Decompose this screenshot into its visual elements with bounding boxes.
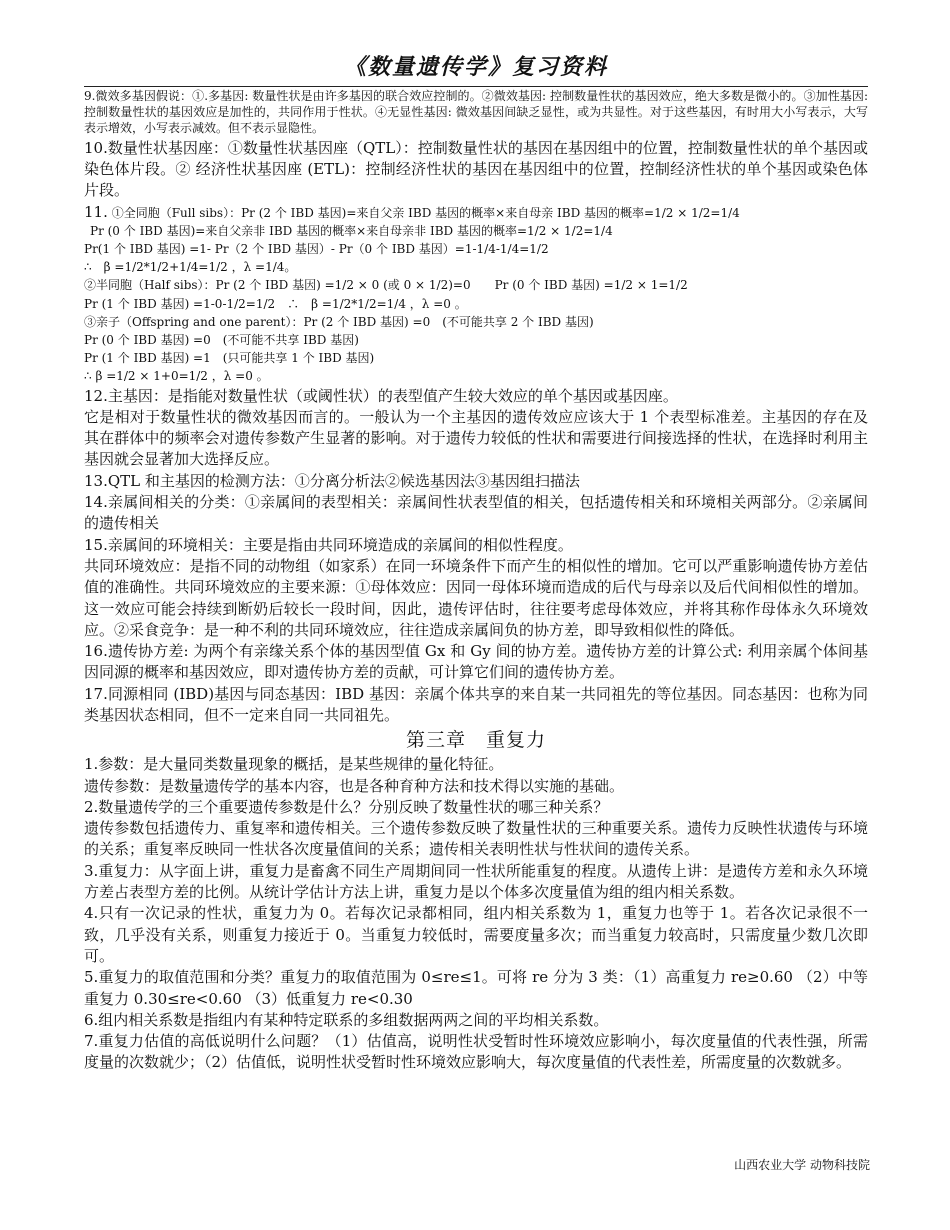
ibd-line-6: Pr (1 个 IBD 基因) =1-0-1/2=1/2 ∴ β =1/2*1/2=1/4 ，λ =0 。 <box>84 296 467 311</box>
chapter3-item-2: 2.数量遗传学的三个重要遗传参数是什么？分别反映了数量性状的哪三种关系？ <box>84 797 609 816</box>
page-footer: 山西农业大学 动物科技院 <box>734 1158 870 1172</box>
ibd-line-1 <box>84 203 868 222</box>
paragraph-12: 12.主基因：是指能对数量性状（或阈性状）的表型值产生较大效应的单个基因或基因座。 <box>84 386 678 405</box>
chapter3-item-4: 4.只有一次记录的性状，重复力为 0。若每次记录都相同，组内相关系数为 1，重复力也等于 1。若各次记录很不一致，几乎没有关系，则重复力接近于 0。当重复力较低时，需要度量多次；而当重复力较高时，只需度量少数几次即可。 <box>84 904 868 965</box>
ibd-line-2: Pr (0 个 IBD 基因)=来自父亲非 IBD 基因的概率×来自母亲非 IBD 基因的概率=1/2 × 1/2=1/4 <box>90 223 613 238</box>
ibd-line-10: ∴ β =1/2 × 1+0=1/2 ，λ =0 。 <box>84 369 269 384</box>
chapter-heading: 第三章 重复力 <box>405 729 546 752</box>
ibd-line-4: ∴ β =1/2*1/2+1/4=1/2 ，λ =1/4。 <box>84 260 297 275</box>
header-rule <box>84 86 868 87</box>
ibd-line-8: Pr (0 个 IBD 基因) =0 (不可能不共享 IBD 基因) <box>84 332 359 347</box>
paragraph-17: 17.同源相同 (IBD)基因与同态基因：IBD 基因：亲属个体共享的来自某一共同祖先的等位基因。同态基因：也称为同类基因状态相同，但不一定来自同一共同祖先。 <box>84 684 868 724</box>
paragraph-15: 15.亲属间的环境相关：主要是指由共同环境造成的亲属间的相似性程度。 <box>84 535 573 554</box>
paragraph-10: 10.数量性状基因座：①数量性状基因座（QTL）：控制数量性状的基因在基因组中的位置，控制数量性状的单个基因或染色体片段。② 经济性状基因座 (ETL)：控制经济性状的基因在基因组中的位置，控制经济性状的单个基因或染色体片段。 <box>84 138 868 200</box>
chapter3-item-5: 5.重复力的取值范围和分类？重复力的取值范围为 0≤re≤1。可将 re 分为 3 类：（1）高重复力 re≥0.60 （2）中等重复力 0.30≤re<0.60 （3）低重复力 re<0.30 <box>84 968 868 1008</box>
chapter3-item-3: 3.重复力：从字面上讲，重复力是畜禽不同生产周期间同一性状所能重复的程度。从遗传上讲：是遗传方差和永久环境方差占表型方差的比例。从统计学估计方法上讲，重复力是以个体多次度量值为组的组内相关系数。 <box>84 861 868 902</box>
paragraph-16: 16.遗传协方差: 为两个有亲缘关系个体的基因型值 Gx 和 Gy 间的协方差。遗传协方差的计算公式: 利用亲属个体间基因同源的概率和基因效应，即对遗传协方差的贡献，可计算它们间的遗传协方差。 <box>84 642 868 682</box>
page-header-title: 《数量遗传学》复习资料 <box>343 54 608 80</box>
chapter3-item-6: 6.组内相关系数是指组内有某种特定联系的多组数据两两之间的平均相关系数。 <box>84 1010 609 1029</box>
ibd-line-3: Pr(1 个 IBD 基因) =1- Pr（2 个 IBD 基因）- Pr（0 个 IBD 基因）=1-1/4-1/4=1/2 <box>84 241 549 256</box>
item-number-11: 11. <box>84 202 108 221</box>
chapter3-item-1-detail: 遗传参数：是数量遗传学的基本内容，也是各种育种方法和技术得以实施的基础。 <box>84 776 625 795</box>
chapter3-item-2-detail: 遗传参数包括遗传力、重复率和遗传相关。三个遗传参数反映了数量性状的三种重要关系。遗传力反映性状遗传与环境的关系；重复率反映同一性状各次度量值间的关系；遗传相关表明性状与性状间的遗传关系。 <box>84 819 868 859</box>
paragraph-13: 13.QTL 和主基因的检测方法：①分离分析法②候选基因法③基因组扫描法 <box>84 471 580 490</box>
paragraph-15-detail: 共同环境效应：是指不同的动物组（如家系）在同一环境条件下而产生的相似性的增加。它可以严重影响遗传协方差估值的准确性。共同环境效应的主要来源：①母体效应：因同一母体环境而造成的后代与母亲以及后代间相似性的增加。这一效应可能会持续到断奶后较长一段时间，因此，遗传评估时，往往要考虑母体效应，并将其称作母体永久环境效应。②采食竞争：是一种不利的共同环境效应，往往造成亲属间负的协方差，即导致相似性的降低。 <box>84 556 868 639</box>
ibd-line-9: Pr (1 个 IBD 基因) =1 (只可能共享 1 个 IBD 基因) <box>84 351 375 366</box>
ibd-full-sibs-line: ①全同胞（Full sibs）：Pr (2 个 IBD 基因)=来自父亲 IBD 基因的概率×来自母亲 IBD 基因的概率=1/2 × 1/2=1/4 <box>111 205 740 220</box>
ibd-line-7: ③亲子（Offspring and one parent）：Pr (2 个 IBD 基因) =0 (不可能共享 2 个 IBD 基因) <box>84 314 594 329</box>
paragraph-9: 9.微效多基因假说：①.多基因: 数量性状是由许多基因的联合效应控制的。②微效基因: 控制数量性状的基因效应，绝大多数是微小的。③加性基因: 控制数量性状的基因效应是加性的，共同作用于性状。④无显性基因: 微效基因间缺乏显性，或为共显性。对于这些基因，有时用大小写表示，大写表示增效，小写表示减效。但不表示显隐性。 <box>84 89 868 136</box>
chapter3-item-1: 1.参数：是大量同类数量现象的概括，是某些规律的量化特征。 <box>84 755 504 774</box>
document-body <box>84 88 868 1074</box>
ibd-line-5: ②半同胞（Half sibs）：Pr (2 个 IBD 基因) =1/2 × 0 (或 0 × 1/2)=0 Pr (0 个 IBD 基因) =1/2 × 1=1/2 <box>84 278 688 293</box>
ibd-probability-block <box>84 203 868 386</box>
paragraph-12-detail: 它是相对于数量性状的微效基因而言的。一般认为一个主基因的遗传效应应该大于 1 个表型标准差。主基因的存在及其在群体中的频率会对遗传参数产生显著的影响。对于遗传力较低的性状和需要进行间接选择的性状，在选择时利用主基因就会显著加大选择反应。 <box>84 407 868 469</box>
chapter3-item-7: 7.重复力估值的高低说明什么问题？（1）估值高，说明性状受暂时性环境效应影响小，每次度量值的代表性强，所需度量的次数就少；（2）估值低，说明性状受暂时性环境效应影响大，每次度量值的代表性差，所需度量的次数就多。 <box>84 1032 868 1072</box>
paragraph-14: 14.亲属间相关的分类：①亲属间的表型相关：亲属间性状表型值的相关，包括遗传相关和环境相关两部分。②亲属间的遗传相关 <box>84 493 868 533</box>
